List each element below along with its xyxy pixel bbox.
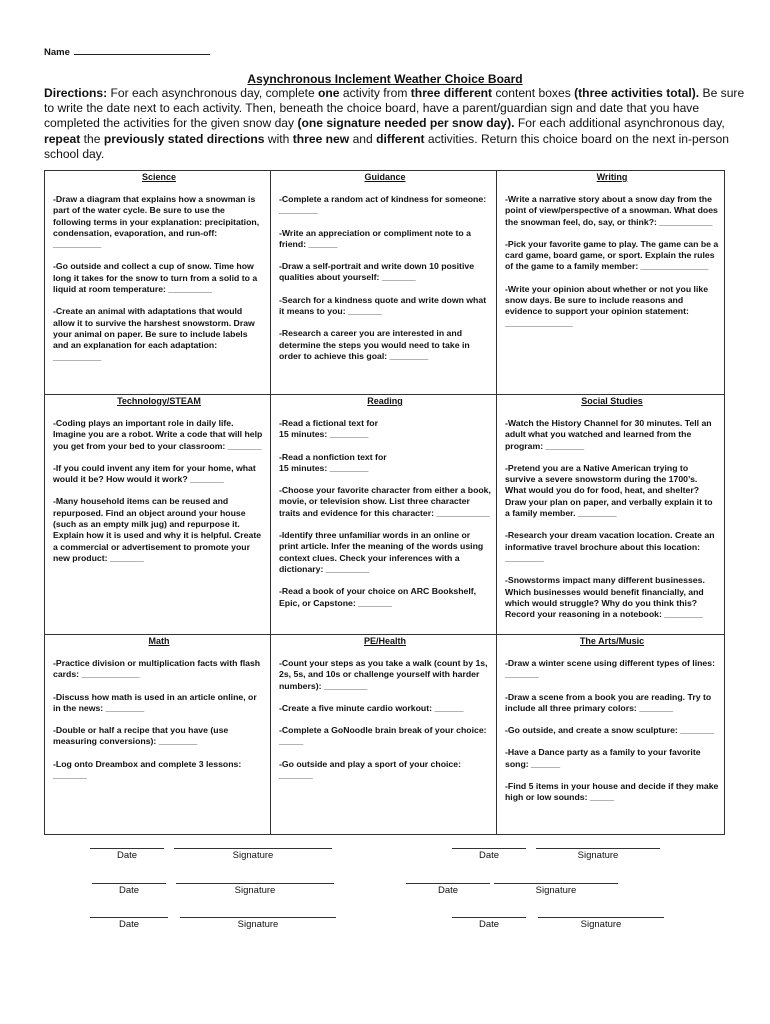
activity-item: -Draw a diagram that explains how a snowman is part of the water cycle. Be sure to use the following terms in your explanation: precipitation, condensation, evaporation, and run-off: __________ (53, 194, 260, 250)
page-title: Asynchronous Inclement Weather Choice Board (247, 72, 523, 86)
activity-item: -Count your steps as you take a walk (count by 1s, 2s, 5s, and 10s or challenge yourself with harder numbers): _________ (279, 658, 488, 691)
activity-item: -Discuss how math is used in an article online, or in the news: ________ (53, 691, 257, 713)
section-heading: The Arts/Music (579, 636, 645, 646)
activity-item: -Complete a GoNoodle brain break of your choice: _____ (279, 725, 487, 747)
activity-item: -Research a career you are interested in and determine the steps you would need to take in order to achieve this goal: ________ (279, 328, 470, 361)
activity-item: -Draw a scene from a book you are reading. Try to include all three primary colors: _______ (505, 691, 712, 713)
activity-item: -Practice division or multiplication facts with flash cards: ____________ (53, 658, 261, 680)
activity-item: -Draw a self-portrait and write down 10 positive qualities about yourself: _______ (279, 261, 475, 283)
date-field[interactable]: Date (92, 883, 166, 896)
activity-item: -Create a five minute cardio workout: ______ (279, 702, 464, 713)
cell-reading (271, 395, 497, 635)
section-heading: Social Studies (581, 396, 643, 406)
date-field[interactable]: Date (90, 917, 168, 930)
activity-item: -Watch the History Channel for 30 minutes. Tell an adult what you watched and learned from the program: ________ (505, 418, 712, 451)
activity-item: -Read a nonfiction text for 15 minutes: ________ (279, 451, 387, 473)
signature-field[interactable]: Signature (536, 848, 660, 861)
activity-item: -Double or half a recipe that you have (use measuring conversions): ________ (53, 725, 229, 747)
signature-field[interactable]: Signature (538, 917, 664, 930)
cell-social-studies (497, 395, 725, 635)
cell-pe-health (271, 635, 497, 835)
activity-item: -Go outside and play a sport of your choice: _______ (279, 758, 461, 781)
cell-writing (497, 171, 725, 395)
name-blank[interactable] (74, 46, 210, 55)
activity-item: -If you could invent any item for your home, what would it be? How would it work? _______ (53, 462, 256, 485)
activity-item: -Read a fictional text for 15 minutes: ________ (279, 418, 378, 440)
activity-item: -Coding plays an important role in daily life. Imagine you are a robot. Write a code that will help you get from your bed to your classroom: _______ (53, 418, 263, 451)
signature-field[interactable]: Signature (180, 917, 336, 930)
activity-item: -Write a narrative story about a snow day from the point of view/perspective of a snowman. What does the snowman feel, do, say, or think?: ___________ (505, 194, 718, 227)
date-field[interactable]: Date (90, 848, 164, 861)
activity-item: -Pick your favorite game to play. The game can be a card game, board game, or sport. Explain the rules of the game to a family member: ______________ (505, 238, 719, 272)
activity-item: -Write your opinion about whether or not you like snow days. Be sure to include reasons and evidence to support your opinion statement: ______________ (505, 283, 709, 328)
activity-item: -Draw a winter scene using different types of lines: _______ (505, 658, 715, 680)
name-field[interactable] (44, 46, 210, 58)
activity-item: -Log onto Dreambox and complete 3 lessons: _______ (53, 758, 242, 781)
directions-paragraph: Directions: For each asynchronous day, complete one activity from three different content boxes (three activities total). Be sure to write the date next to each activity. Then, beneath the choice board, have a parent/guardian sign and date that you have completed the activities for the given snow day (one signature needed per snow day). For each additional asynchronous day, repeat the previously stated directions with three new and different activities. Return this choice board on the next in-person school day. (44, 86, 745, 161)
name-label: Name (44, 47, 70, 58)
signature-field[interactable]: Signature (494, 883, 618, 896)
activity-item: -Have a Dance party as a family to your favorite song: ______ (505, 747, 701, 769)
section-heading: Writing (596, 172, 628, 182)
cell-technology (45, 395, 271, 635)
choice-board (44, 170, 725, 835)
section-heading: PE/Health (363, 636, 406, 646)
activity-item: -Snowstorms impact many different businesses. Which businesses would benefit financially, and which would struggle? Why do you think this? Record your reasoning in a notebook: ________ (505, 575, 705, 620)
cell-arts-music (497, 635, 725, 835)
activity-item: -Find 5 items in your house and decide if they make high or low sounds: _____ (505, 781, 719, 803)
activity-item: -Go outside, and create a snow sculpture: _______ (505, 725, 715, 736)
activity-item: -Choose your favorite character from either a book, movie, or television show. List three character traits and evidence for this character: ___________ (279, 485, 491, 518)
activity-item: -Read a book of your choice on ARC Bookshelf, Epic, or Capstone: _______ (279, 586, 477, 608)
activity-item: -Write an appreciation or compliment note to a friend: ______ (279, 227, 471, 249)
activity-item: -Pretend you are a Native American trying to survive a severe snowstorm during the 1700’s. What would you do for food, heat, and shelter? Draw your plan on paper, and verbally explain it to a family member. ________ (505, 462, 713, 519)
section-heading: Guidance (364, 172, 406, 182)
activity-item: -Many household items can be reused and repurposed. Find an object around your house (such as an empty milk jug) and repurpose it. Explain how it is used and why it is helpful. Create a commercial or advertisement to promote your new product: _______ (53, 496, 262, 563)
activity-item: -Search for a kindness quote and write down what it means to you: _______ (279, 294, 487, 317)
date-field[interactable]: Date (452, 917, 526, 930)
cell-science (45, 171, 271, 395)
section-heading: Reading (367, 396, 403, 406)
section-heading: Math (148, 636, 170, 646)
date-field[interactable]: Date (406, 883, 490, 896)
activity-item: -Create an animal with adaptations that would allow it to survive the harshest snowstorm. Draw your animal on paper. Be sure to include labels and an explanation for each adaptation: __________ (53, 306, 255, 362)
signature-field[interactable]: Signature (176, 883, 334, 896)
activity-item: -Identify three unfamiliar words in an online or print article. Infer the meaning of the words using context clues. Check your inferences with a dictionary: _________ (279, 530, 484, 574)
date-field[interactable]: Date (452, 848, 526, 861)
section-heading: Science (141, 172, 177, 182)
activity-item: -Go outside and collect a cup of snow. Time how long it takes for the snow to turn from a solid to a liquid at room temperature: _________ (53, 261, 258, 295)
signature-field[interactable]: Signature (174, 848, 332, 861)
activity-item: -Complete a random act of kindness for someone: ________ (279, 194, 487, 216)
cell-guidance (271, 171, 497, 395)
activity-item: -Research your dream vacation location. Create an informative travel brochure about this location: ________ (505, 530, 715, 563)
cell-math (45, 635, 271, 835)
section-heading: Technology/STEAM (117, 396, 201, 406)
